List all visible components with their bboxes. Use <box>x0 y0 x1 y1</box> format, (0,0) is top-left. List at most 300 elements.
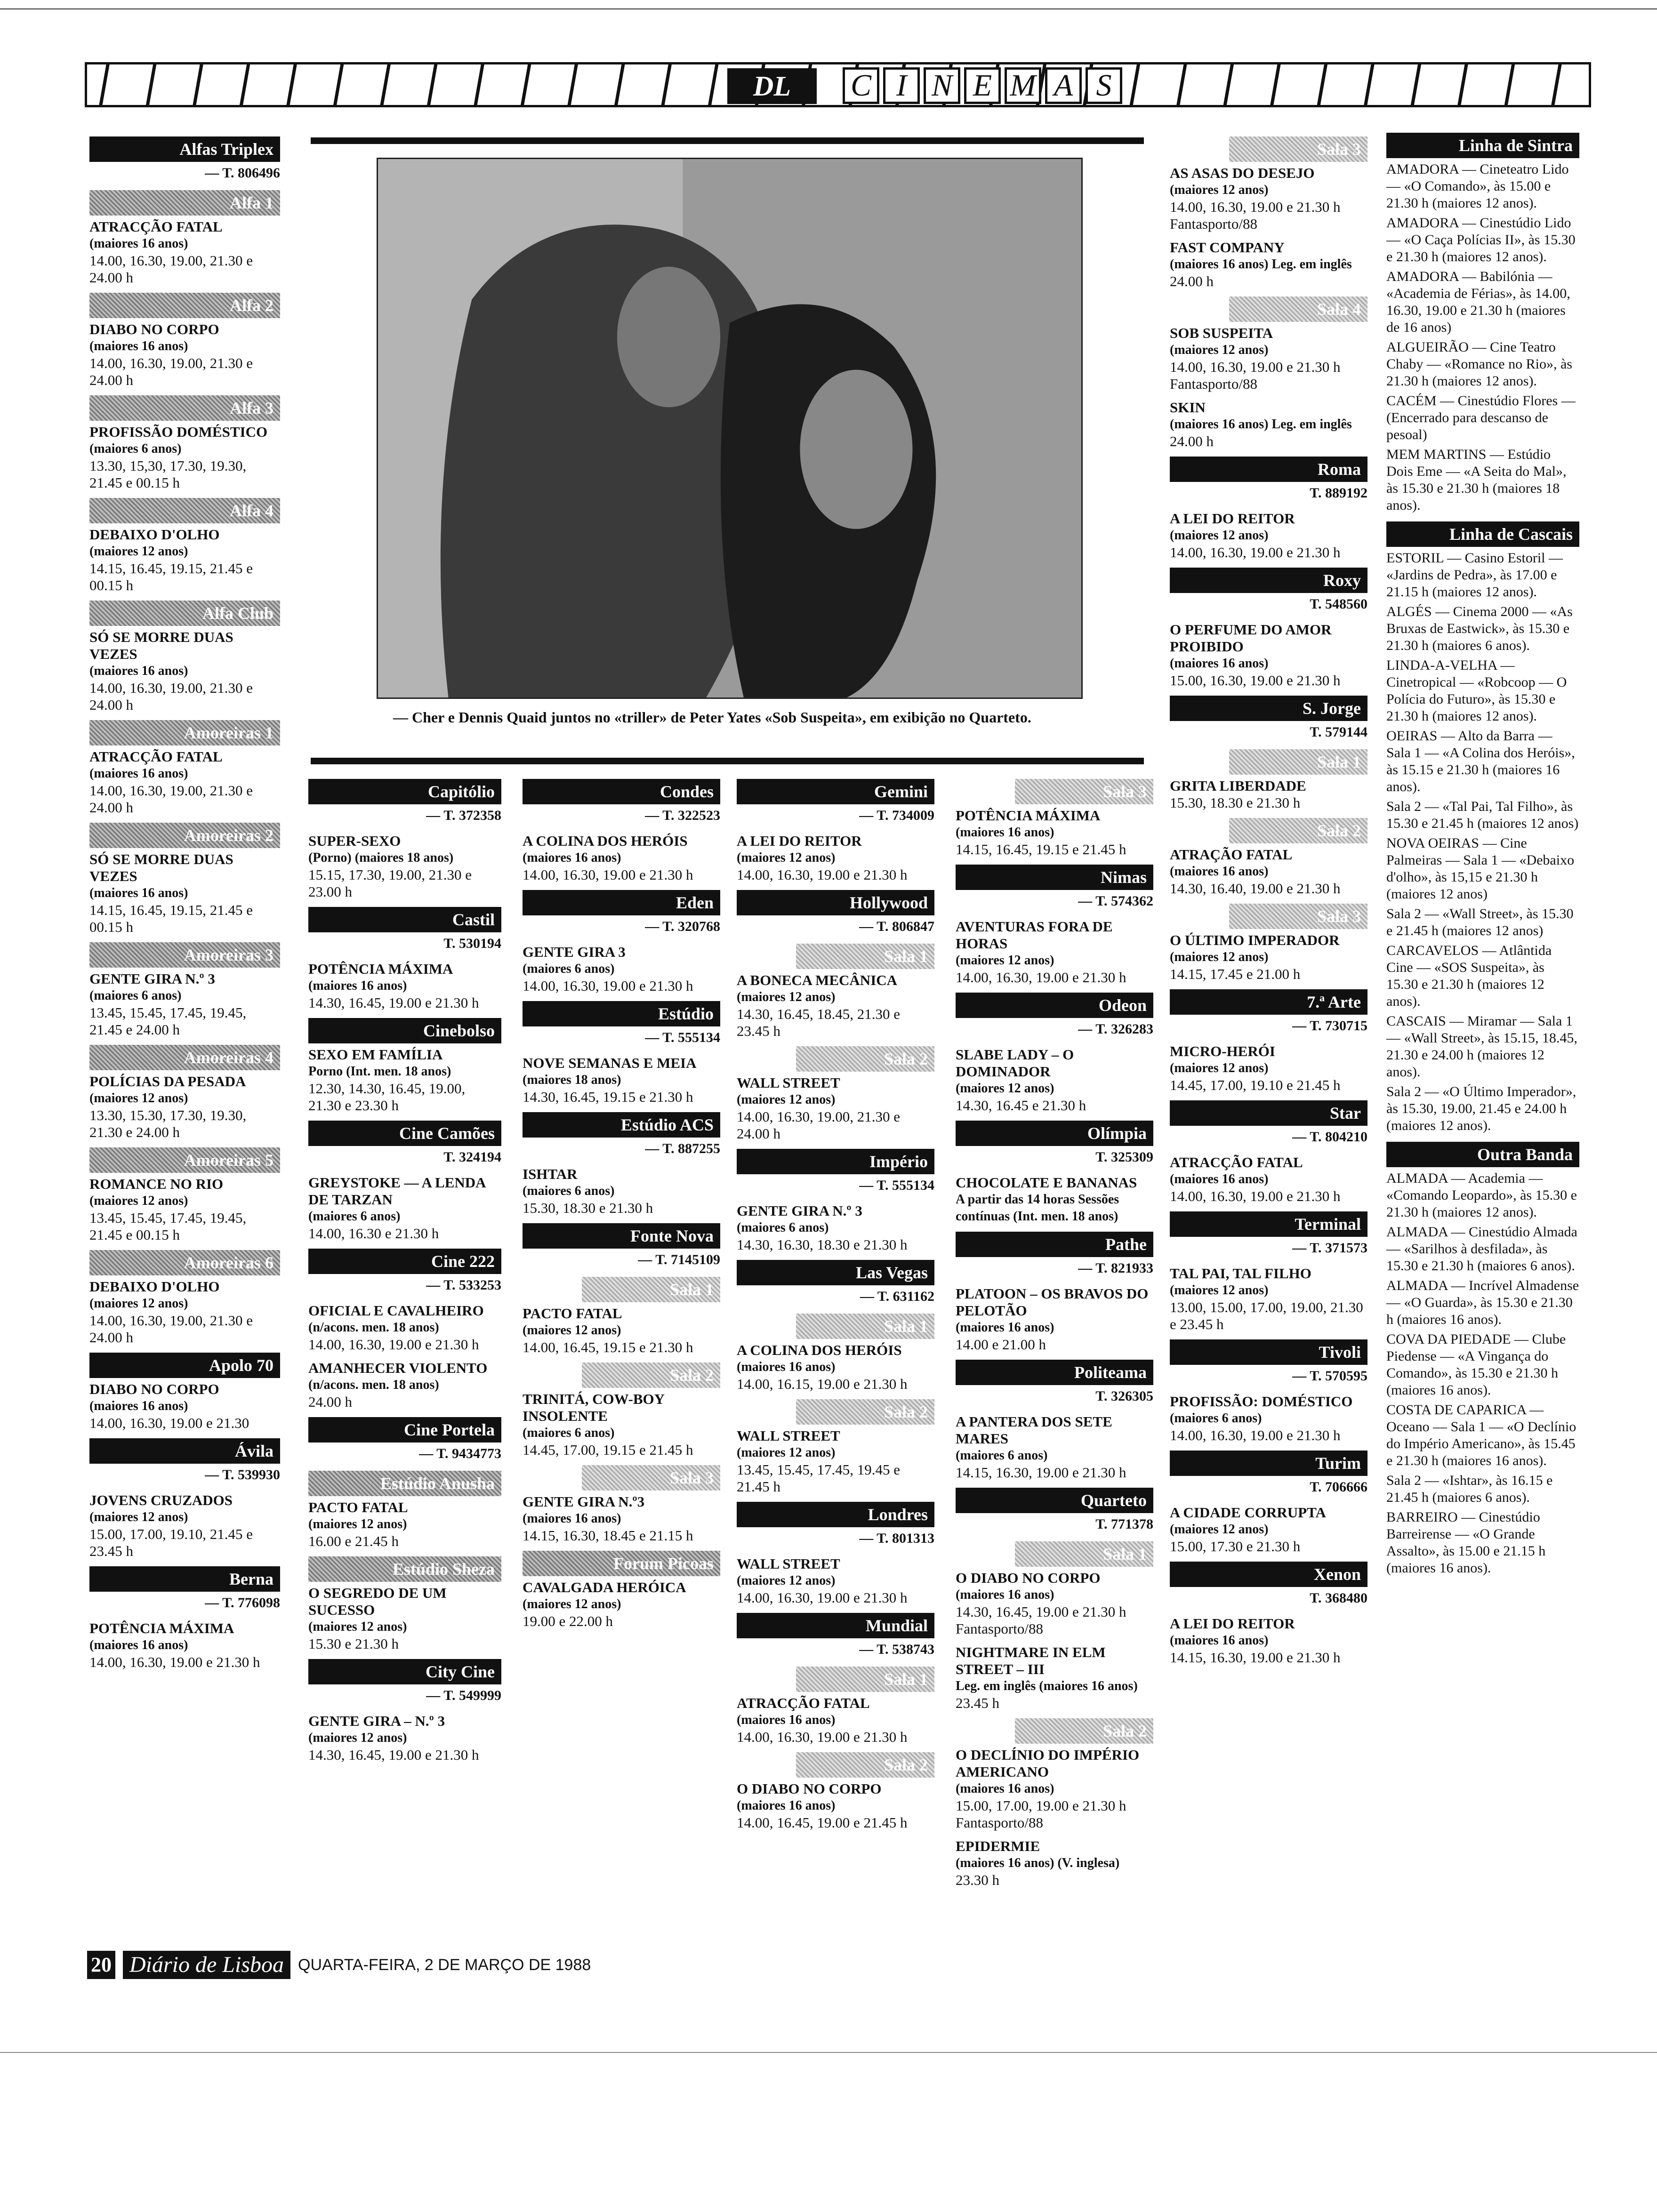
cinema-listing <box>956 865 1153 986</box>
cinema-listing <box>308 1659 501 1763</box>
cinema-name: Eden <box>523 890 720 915</box>
cinema-name: Sala 1 <box>796 1667 934 1692</box>
cinema-name: Xenon <box>1170 1562 1367 1587</box>
showtimes: 14.00, 16.30, 19.00 e 21.30 h <box>737 1589 908 1606</box>
cinema-header <box>956 1488 1153 1513</box>
showtimes: 23.45 h <box>956 1695 999 1711</box>
showtimes: 14.00, 16.30 e 21.30 h <box>308 1225 439 1242</box>
cinema-phone: — T. 539930 <box>205 1467 280 1483</box>
age-rating: (maiores 12 anos) <box>89 1510 188 1524</box>
showtimes: 14.00, 16.30, 19.00 e 21.30 h <box>956 969 1126 986</box>
cinema-header <box>523 779 720 804</box>
regional-listing: LINDA-A-VELHA — Cinetropical — «Robcoop — O Polícia do Futuro», às 15.30 e 21.30 h (maiores 12 anos). <box>1386 657 1567 724</box>
cinema-name: Quarteto <box>956 1488 1153 1513</box>
showtimes: 14.00, 16.30, 19.00 e 21.30 h <box>89 1654 260 1670</box>
regional-listing: COVA DA PIEDADE — Clube Piedense — «A Vingança do Comando», às 15.30 e 21.30 h (maiores 16 anos). <box>1386 1331 1566 1398</box>
cinema-listing <box>89 1353 280 1432</box>
regional-listing: ALGÉS — Cinema 2000 — «As Bruxas de Eastwick», às 15.30 e 21.30 h (maiores 6 anos). <box>1386 604 1573 653</box>
film-title: SLABE LADY – O DOMINADOR <box>956 1046 1074 1080</box>
cinema-listing <box>737 1613 934 1658</box>
cinema-header <box>308 1556 501 1582</box>
film-title: AVENTURAS FORA DE HORAS <box>956 918 1113 952</box>
cinema-phone: T. 325309 <box>1095 1149 1153 1165</box>
cinema-phone: T. 530194 <box>443 936 501 951</box>
cinema-listing <box>523 1223 720 1268</box>
film-title: A COLINA DOS HERÓIS <box>737 1342 902 1358</box>
regional-listing: ALGUEIRÃO — Cine Teatro Chaby — «Romance no Rio», às 21.30 h (maiores 12 anos). <box>1386 339 1572 389</box>
cinema-header <box>737 1667 934 1692</box>
film-title: AS ASAS DO DESEJO <box>1170 165 1315 181</box>
cinema-listing <box>1170 297 1367 393</box>
section-title <box>843 67 1126 104</box>
photo-caption: — Cher e Dennis Quaid juntos no «triller» de Peter Yates «Sob Suspeita», em exibição no Quarteto. <box>393 709 1031 726</box>
cinema-listing <box>956 1838 1153 1889</box>
age-rating: (maiores 6 anos) <box>737 1220 829 1235</box>
cinema-name: Hollywood <box>737 890 934 915</box>
cinema-header <box>1170 989 1367 1015</box>
regional-listing: NOVA OEIRAS — Cine Palmeiras — Sala 1 — «Debaixo d'olho», às 15,15 e 21.30 h (maiores 12 anos) <box>1386 835 1575 902</box>
cinema-phone: — T. 821933 <box>1078 1260 1153 1276</box>
showtimes: 14.00, 16.30, 19.00 e 21.30 h Fantasporto/88 <box>1170 359 1341 392</box>
showtimes: 14.00, 16.30, 19.00, 21.30 e 24.00 h <box>89 680 253 713</box>
cinema-header <box>523 1001 720 1026</box>
age-rating: (maiores 12 anos) <box>1170 1522 1269 1537</box>
film-title: GREYSTOKE — A LENDA DE TARZAN <box>308 1174 485 1208</box>
regional-listing: CASCAIS — Miramar — Sala 1 — «Wall Street», às 15.15, 18.45, 21.30 e 24.00 h (maiores 12 anos). <box>1386 1013 1577 1080</box>
showtimes: 14.30, 16.40, 19.00 e 21.30 h <box>1170 880 1341 897</box>
age-rating: A partir das 14 horas Sessões contínuas (Int. men. 18 anos) <box>956 1192 1119 1224</box>
regional-listing: Sala 2 — «Wall Street», às 15.30 e 21.45 h (maiores 12 anos) <box>1386 906 1574 938</box>
showtimes: 14.15, 16.45, 19.15 e 21.45 h <box>956 841 1126 858</box>
cinema-name: Las Vegas <box>737 1260 934 1285</box>
film-title: POTÊNCIA MÁXIMA <box>956 807 1101 824</box>
cinema-listing <box>956 1488 1153 1533</box>
cinema-phone: — T. 549999 <box>426 1688 501 1703</box>
age-rating: (maiores 12 anos) <box>737 1445 836 1460</box>
showtimes: 14.00, 16.45, 19.00 e 21.45 h <box>737 1814 908 1831</box>
cinema-header <box>1170 1562 1367 1587</box>
cinema-name: Alfa 1 <box>89 190 280 216</box>
showtimes: 14.00, 16.30, 19.00, 21.30 e 24.00 h <box>737 1108 901 1142</box>
showtimes: 14.30, 16.45, 18.45, 21.30 e 23.45 h <box>737 1006 901 1039</box>
age-rating: (maiores 12 anos) <box>956 953 1054 968</box>
showtimes: 14.00, 16.30, 19.00, 21.30 e 24.00 h <box>89 355 253 388</box>
photo-bottom-rule <box>311 758 1144 764</box>
film-title: ATRACÇÃO FATAL <box>1170 1154 1303 1170</box>
cinema-name: Turim <box>1170 1451 1367 1476</box>
age-rating: Porno (Int. men. 18 anos) <box>308 1064 451 1079</box>
cinema-listing <box>737 1502 934 1606</box>
cinema-listing <box>523 1001 720 1106</box>
age-rating: (maiores 16 anos) <box>89 339 188 353</box>
cinema-listing <box>1170 696 1367 741</box>
age-rating: (maiores 16 anos) <box>89 236 188 251</box>
showtimes: 14.30, 16.45 e 21.30 h <box>956 1097 1086 1114</box>
film-title: SÓ SE MORRE DUAS VEZES <box>89 629 233 662</box>
cinema-listing <box>737 1046 934 1142</box>
regional-listing: BARREIRO — Cinestúdio Barreirense — «O Grande Assalto», às 15.00 e 21.15 h (maiores 16 anos). <box>1386 1509 1546 1576</box>
cinema-phone: — T. 776098 <box>205 1595 280 1611</box>
film-title: SUPER-SEXO <box>308 833 401 849</box>
cinema-listing <box>89 601 280 713</box>
film-title: WALL STREET <box>737 1427 840 1444</box>
age-rating: (n/acons. men. 18 anos) <box>308 1378 439 1392</box>
cinema-name: Sala 2 <box>582 1362 720 1388</box>
cinema-phone: — T. 372358 <box>426 808 501 823</box>
showtimes: 15.00, 16.30, 19.00 e 21.30 h <box>1170 672 1341 689</box>
age-rating: (maiores 6 anos) <box>1170 1411 1262 1426</box>
cinema-name: Amoreiras 2 <box>89 823 280 848</box>
showtimes: 23.30 h <box>956 1872 999 1888</box>
cinema-header <box>89 1045 280 1070</box>
age-rating: (maiores 16 anos) <box>89 1638 188 1652</box>
film-title: FAST COMPANY <box>1170 239 1285 256</box>
film-title: DEBAIXO D'OLHO <box>89 1278 220 1295</box>
cinema-listing <box>1170 818 1367 897</box>
film-title: JOVENS CRUZADOS <box>89 1492 233 1508</box>
cinema-listing <box>1170 989 1367 1094</box>
age-rating: (maiores 18 anos) <box>523 1073 621 1087</box>
cinema-listing <box>89 823 280 936</box>
cinema-phone: — T. 326283 <box>1078 1021 1153 1037</box>
showtimes: 14.00, 16.30, 19.00 e 21.30 h <box>737 866 908 883</box>
cinema-header <box>1170 297 1367 322</box>
showtimes: 14.30, 16.30, 18.30 e 21.30 h <box>737 1236 908 1253</box>
cinema-phone: T. 548560 <box>1310 596 1367 612</box>
cinema-header <box>89 395 280 421</box>
cinema-header <box>956 1360 1153 1385</box>
cinema-header <box>1170 818 1367 843</box>
cinema-listing <box>956 779 1153 858</box>
cinema-name: Cine 222 <box>308 1249 501 1274</box>
cinema-header <box>956 865 1153 890</box>
cinema-listing <box>737 890 934 935</box>
cinema-listing <box>523 1362 720 1459</box>
cinema-listing <box>1170 749 1367 811</box>
showtimes: 14.15, 16.45, 19.15, 21.45 e 00.15 h <box>89 902 253 935</box>
showtimes: 14.00, 16.30, 19.00 e 21.30 h <box>737 1729 908 1745</box>
cinema-header <box>89 601 280 626</box>
cinema-listing <box>956 1360 1153 1481</box>
film-title: DIABO NO CORPO <box>89 321 219 337</box>
cinema-name: Castil <box>308 907 501 932</box>
cinema-name: Amoreiras 1 <box>89 720 280 745</box>
age-rating: (maiores 16 anos) <box>737 1713 836 1727</box>
region-header <box>1386 133 1579 158</box>
film-title: WALL STREET <box>737 1555 840 1572</box>
regional-listing: ALMADA — Academia — «Comando Leopardo», às 15.30 e 21.30 h (maiores 12 anos). <box>1386 1170 1577 1220</box>
cinema-listing <box>1170 1339 1367 1444</box>
film-title: CHOCOLATE E BANANAS <box>956 1174 1137 1191</box>
film-title: O DIABO NO CORPO <box>956 1570 1101 1586</box>
age-rating: (maiores 16 anos) <box>1170 1633 1269 1648</box>
film-title: O ÚLTIMO IMPERADOR <box>1170 932 1340 948</box>
regional-listing: Sala 2 — «O Último Imperador», às 15.30, 19.00, 21.45 e 24.00 h (maiores 12 anos). <box>1386 1084 1577 1133</box>
film-title: ATRACÇÃO FATAL <box>737 1695 870 1711</box>
regional-listing: Sala 2 — «Tal Pai, Tal Filho», às 15.30 e 21.45 h (maiores 12 anos) <box>1386 799 1579 831</box>
cinema-phone: — T. 7145109 <box>638 1252 720 1267</box>
title-letter: I <box>883 67 920 104</box>
cinema-name: Roxy <box>1170 568 1367 593</box>
cinema-phone: — T. 371573 <box>1292 1240 1367 1256</box>
film-title: MICRO-HERÓI <box>1170 1043 1275 1059</box>
cinema-header <box>308 1121 501 1146</box>
title-letter: E <box>964 67 1001 104</box>
age-rating: (maiores 12 anos) <box>1170 1283 1269 1298</box>
cinema-header <box>308 907 501 932</box>
showtimes: 14.00, 16.45, 19.15 e 21.30 h <box>523 1339 693 1355</box>
age-rating: (maiores 12 anos) <box>523 1323 621 1338</box>
showtimes: 14.00, 16.30, 19.00, 21.30 e 24.00 h <box>89 252 253 286</box>
cinema-listing <box>523 779 720 883</box>
age-rating: (maiores 6 anos) <box>89 988 182 1003</box>
cinema-listing <box>308 1417 501 1462</box>
cinema-name: Sala 1 <box>1229 749 1367 775</box>
regional-listing: ALMADA — Incrível Almadense — «O Guarda», às 15.30 e 21.30 h (maiores 16 anos). <box>1386 1278 1579 1327</box>
cinema-name: Amoreiras 6 <box>89 1250 280 1275</box>
showtimes: 14.30, 16.45, 19.15 e 21.30 h <box>523 1089 693 1105</box>
age-rating: Leg. em inglês (maiores 16 anos) <box>956 1679 1138 1693</box>
cinema-header <box>1170 136 1367 162</box>
cinema-name: Estúdio Anusha <box>308 1471 501 1496</box>
title-letter: M <box>1005 67 1041 104</box>
cinema-name: Cinebolso <box>308 1018 501 1043</box>
showtimes: 15.00, 17.00, 19.10, 21.45 e 23.45 h <box>89 1526 253 1559</box>
region-header <box>1386 521 1579 547</box>
cinema-header <box>737 1149 934 1174</box>
showtimes: 15.30, 18.30 e 21.30 h <box>523 1200 653 1216</box>
cinema-name: Amoreiras 4 <box>89 1045 280 1070</box>
cinema-name: Odeon <box>956 993 1153 1018</box>
cinema-header <box>737 1314 934 1339</box>
cinema-name: Estúdio ACS <box>523 1112 720 1138</box>
cinema-name: Roma <box>1170 457 1367 482</box>
cinema-name: Sala 2 <box>796 1046 934 1072</box>
cinema-name: Sala 1 <box>1015 1541 1153 1567</box>
film-title: O DIABO NO CORPO <box>737 1780 882 1797</box>
age-rating: (maiores 12 anos) <box>956 1081 1054 1096</box>
listings-column-3 <box>523 779 720 1636</box>
cinema-listing <box>956 1644 1153 1712</box>
listings-column-4 <box>737 779 934 1838</box>
cinema-name: Sala 1 <box>582 1277 720 1302</box>
region-spacer <box>1386 517 1579 521</box>
film-title: GENTE GIRA N.º 3 <box>737 1202 862 1219</box>
age-rating: (maiores 6 anos) <box>523 962 615 976</box>
cinema-header <box>1170 749 1367 775</box>
cinema-name: Alfa Club <box>89 601 280 626</box>
showtimes: 15.15, 17.30, 19.00, 21.30 e 23.00 h <box>308 866 472 900</box>
page-footer <box>87 1951 699 1979</box>
regional-listing: ESTORIL — Casino Estoril — «Jardins de Pedra», às 17.00 e 21.15 h (maiores 12 anos). <box>1386 550 1563 600</box>
showtimes: 14.00, 16.30, 19.00 e 21.30 h <box>523 978 693 994</box>
cinema-header <box>89 136 280 162</box>
film-title: GRITA LIBERDADE <box>1170 777 1306 794</box>
age-rating: (maiores 12 anos) <box>737 850 836 865</box>
age-rating: (maiores 12 anos) <box>737 990 836 1004</box>
cinema-listing <box>1170 568 1367 689</box>
cinema-name: Apolo 70 <box>89 1353 280 1378</box>
cinema-listing <box>308 1018 501 1114</box>
cinema-name: Forum Picoas <box>523 1551 720 1576</box>
cinema-name: Olímpia <box>956 1121 1153 1146</box>
listings-column-6 <box>1170 136 1367 1673</box>
film-title: EPIDERMIE <box>956 1838 1040 1854</box>
cinema-header <box>89 823 280 848</box>
cinema-listing <box>956 1718 1153 1831</box>
cinema-listing <box>89 1438 280 1560</box>
cinema-name: Estúdio <box>523 1001 720 1026</box>
age-rating: (maiores 6 anos) <box>523 1426 615 1440</box>
showtimes: 14.00, 16.30, 19.00, 21.30 e 24.00 h <box>89 782 253 816</box>
showtimes: 13.45, 15.45, 17.45, 19.45, 21.45 e 00.15 h <box>89 1210 247 1243</box>
cinema-listing <box>89 942 280 1038</box>
showtimes: 15.30, 18.30 e 21.30 h <box>1170 794 1301 811</box>
age-rating: (maiores 16 anos) <box>89 886 188 900</box>
title-letter: A <box>1045 67 1082 104</box>
showtimes: 14.00, 16.30, 19.00, 21.30 e 24.00 h <box>89 1312 253 1346</box>
section-banner <box>85 62 1591 107</box>
cinema-name: Alfa 3 <box>89 395 280 421</box>
showtimes: 14.00, 16.30, 19.00 e 21.30 h <box>1170 544 1341 561</box>
region-spacer <box>1386 1137 1579 1142</box>
cinema-header <box>89 720 280 745</box>
cinema-name: Alfa 4 <box>89 498 280 523</box>
film-title: DEBAIXO D'OLHO <box>89 526 220 543</box>
cinema-header <box>308 1249 501 1274</box>
cinema-phone: — T. 555134 <box>859 1178 934 1193</box>
film-title: ISHTAR <box>523 1166 578 1182</box>
cinema-listing <box>737 1399 934 1495</box>
cinema-name: Cine Portela <box>308 1417 501 1443</box>
film-title: SKIN <box>1170 399 1206 416</box>
showtimes: 19.00 e 22.00 h <box>523 1613 613 1629</box>
age-rating: (maiores 16 anos) Leg. em inglês <box>1170 417 1352 432</box>
age-rating: (maiores 12 anos) <box>737 1092 836 1107</box>
age-rating: (maiores 16 anos) <box>1170 864 1269 879</box>
cinema-header <box>956 1718 1153 1744</box>
age-rating: (maiores 16 anos) (V. inglesa) <box>956 1856 1120 1870</box>
film-title: PLATOON – OS BRAVOS DO PELOTÃO <box>956 1285 1149 1319</box>
cinema-header <box>89 498 280 523</box>
cinema-phone: — T. 570595 <box>1292 1368 1367 1384</box>
cinema-phone: — T. 555134 <box>645 1030 720 1045</box>
age-rating: (maiores 12 anos) <box>89 1091 188 1106</box>
film-title: PACTO FATAL <box>523 1305 622 1322</box>
cinema-name: Sala 2 <box>796 1399 934 1425</box>
cinema-phone: — T. 806847 <box>859 919 934 934</box>
cinema-listing <box>89 720 280 816</box>
cinema-header <box>523 1465 720 1491</box>
cinema-phone: — T. 734009 <box>859 808 934 823</box>
cinema-header <box>523 1223 720 1249</box>
cinema-header <box>737 944 934 969</box>
cinema-name: S. Jorge <box>1170 696 1367 721</box>
showtimes: 24.00 h <box>308 1394 352 1410</box>
film-title: POTÊNCIA MÁXIMA <box>89 1620 234 1636</box>
cinema-listing <box>308 1249 501 1353</box>
age-rating: (maiores 12 anos) <box>89 1296 188 1311</box>
regional-listing: Sala 2 — «Ishtar», às 16.15 e 21.45 h (maiores 6 anos). <box>1386 1473 1553 1505</box>
showtimes: 14.00, 16.15, 19.00 e 21.30 h <box>737 1376 908 1392</box>
cinema-listing <box>1170 399 1367 450</box>
film-title: NIGHTMARE IN ELM STREET – III <box>956 1644 1106 1677</box>
showtimes: 14.00, 16.30, 19.00 e 21.30 h <box>1170 1427 1341 1443</box>
showtimes: 14.15, 16.30, 18.45 e 21.15 h <box>523 1527 693 1544</box>
film-title: CAVALGADA HERÓICA <box>523 1579 686 1595</box>
age-rating: (maiores 12 anos) <box>308 1619 407 1634</box>
showtimes: 14.30, 16.45, 19.00 e 21.30 h Fantasporto/88 <box>956 1603 1126 1637</box>
cinema-name: Ávila <box>89 1438 280 1464</box>
photo-caption-box <box>393 708 1080 726</box>
cinema-header <box>523 1362 720 1388</box>
film-title: A CIDADE CORRUPTA <box>1170 1504 1326 1521</box>
cinema-header <box>1170 1211 1367 1237</box>
cinema-name: Sala 3 <box>1015 779 1153 804</box>
cinema-listing <box>89 498 280 594</box>
showtimes: 16.00 e 21.45 h <box>308 1533 399 1549</box>
cinema-header <box>737 1502 934 1527</box>
cinema-header <box>956 779 1153 804</box>
film-title: GENTE GIRA N.º 3 <box>89 970 215 987</box>
cinema-header <box>523 890 720 915</box>
cinema-name: Alfa 2 <box>89 293 280 318</box>
film-title: PROFISSÃO: DOMÉSTICO <box>1170 1393 1353 1410</box>
age-rating: (maiores 16 anos) <box>89 664 188 678</box>
cinema-name: Capitólio <box>308 779 501 804</box>
age-rating: (maiores 12 anos) <box>89 1194 188 1208</box>
cinema-phone: — T. 887255 <box>645 1141 720 1156</box>
age-rating: (maiores 12 anos) <box>523 1597 621 1611</box>
cinema-phone: — T. 322523 <box>645 808 720 823</box>
outskirts-column <box>1386 133 1579 1584</box>
cinema-listing <box>737 1752 934 1831</box>
showtimes: 14.15, 16.30, 19.00 e 21.30 h <box>1170 1649 1341 1666</box>
cinema-listing <box>89 136 280 182</box>
newspaper-logo: DL <box>727 68 817 104</box>
film-title: ROMANCE NO RIO <box>89 1176 224 1192</box>
film-title: GENTE GIRA N.º3 <box>523 1493 645 1510</box>
regional-listing: AMADORA — Cinestúdio Lido — «O Caça Polícias II», às 15.30 e 21.30 h (maiores 12 anos). <box>1386 215 1576 264</box>
cinema-name: 7.ª Arte <box>1170 989 1367 1015</box>
cinema-name: Sala 3 <box>1229 904 1367 929</box>
age-rating: (maiores 16 anos) <box>956 825 1054 840</box>
region-name: Outra Banda <box>1386 1142 1579 1167</box>
age-rating: (maiores 12 anos) <box>1170 950 1269 964</box>
movie-still-photo <box>377 158 1083 699</box>
cinema-phone: T. 326305 <box>1095 1388 1153 1404</box>
showtimes: 14.00, 16.30, 19.00 e 21.30 h <box>523 866 693 883</box>
showtimes: 13.30, 15,30, 17.30, 19.30, 21.45 e 00.15 h <box>89 457 247 491</box>
cinema-name: Sala 3 <box>1229 136 1367 162</box>
cinema-header <box>1170 457 1367 482</box>
cinema-listing <box>1170 1100 1367 1205</box>
film-title: ATRACÇÃO FATAL <box>89 218 223 235</box>
page-number: 20 <box>87 1951 115 1979</box>
cinema-listing <box>737 1667 934 1746</box>
showtimes: 15.30 e 21.30 h <box>308 1635 399 1652</box>
regional-listing: CACÉM — Cinestúdio Flores — (Encerrado para descanso de pesoal) <box>1386 393 1576 442</box>
cinema-header <box>737 1260 934 1285</box>
age-rating: (maiores 16 anos) <box>308 978 407 993</box>
age-rating: (maiores 16 anos) <box>956 1320 1054 1335</box>
cinema-phone: — T. 730715 <box>1292 1018 1367 1034</box>
age-rating: (maiores 12 anos) <box>308 1517 407 1531</box>
film-title: PACTO FATAL <box>308 1499 408 1515</box>
cinema-phone: — T. 801313 <box>859 1531 934 1546</box>
showtimes: 15.00, 17.30 e 21.30 h <box>1170 1538 1301 1555</box>
showtimes: 14.00, 16.30, 19.00 e 21.30 h <box>1170 1188 1341 1204</box>
